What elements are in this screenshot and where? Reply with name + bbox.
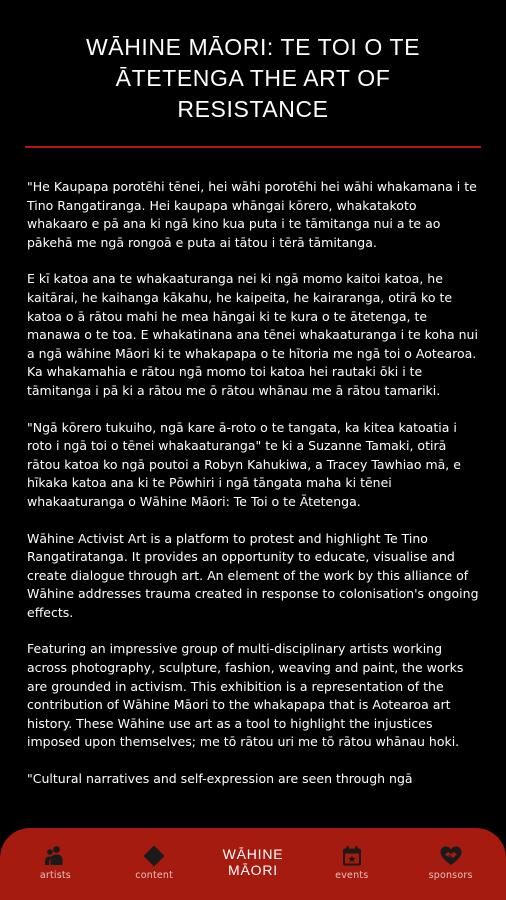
nav-wahine-maori-line1: WĀHINE <box>222 846 284 862</box>
nav-sponsors-label: sponsors <box>428 870 473 881</box>
calendar-icon <box>340 844 364 868</box>
paragraph-4: Wāhine Activist Art is a platform to protest and highlight Te Tino Rangatiratanga. It provides an opportunity to educate, visualise and create dialogue through art. An element of the work by this alliance of Wāhine addresses trauma created in response to colonisation's ongoing effects. <box>27 530 479 620</box>
paragraph-5: Featuring an impressive group of multi-disciplinary artists working across photography, sculpture, fashion, weaving and paint, the works are grounded in activism. This exhibition is a representation of the contribution of Wāhine Māori to the whakapapa that is Aotearoa art history. These Wāhine use art as a tool to highlight the injustices imposed upon themselves; me tō rātou uri me tō rātou whānau hoki. <box>27 641 464 750</box>
article-body[interactable] <box>27 178 479 807</box>
nav-content-label: content <box>135 870 174 881</box>
nav-events[interactable] <box>305 828 399 900</box>
paragraph-1: "He Kaupapa porotēhi tēnei, hei wāhi porotēhi hei wāhi whakamana i te Tino Rangatiranga. Hei kaupapa whāngai kōrero, whakatakoto whakaaro e pā ana ki ngā kino kua puta i te tāmitanga nui a te ao pākehā me ngā rongoā e puta ai tātou i tērā tāmitanga. <box>27 179 477 250</box>
nav-content[interactable] <box>107 828 201 900</box>
paragraph-2: E kī katoa ana te whakaaturanga nei ki ngā momo kaitoi katoa, he kaitārai, he kaihanga kākahu, he kaipeita, he kairaranga, otirā ko te katoa o ā rātou mahi he mea hāngai ki te kura o te ātetenga, te manawa o te toa. E whakatinana ana tēnei whakaaturanga i te koha nui a ngā wāhine Māori ki te whakapapa o te hītoria me ngā toi o Aotearoa. Ka whakamahia e rātou ngā momo toi katoa hei rautaki ōki i te tāmitanga i pā ki a rātou me ō rātou whānau me ā rātou tamariki. <box>27 271 478 398</box>
bottom-navigation <box>0 828 506 900</box>
paragraph-3: "Ngā kōrero tukuiho, ngā kare ā-roto o te tangata, ka kitea katoatia i roto i ngā toi o tēnei whakaaturanga" te ki a Suzanne Tamaki, otirā rātou katoa ko ngā poutoi a Robyn Kahukiwa, a Tracey Tawhiao mā, e hīkaka katoa ana ki te Pōwhiri i ngā tāngata maha ki tēnei whakaaturanga o Wāhine Māori: Te Toi o te Ātetenga. <box>27 419 461 509</box>
content-icon <box>142 844 166 868</box>
paragraph-6: "Cultural narratives and self-expression are seen through ngā <box>27 771 413 787</box>
title-divider <box>25 146 481 148</box>
page-title: WĀHINE MĀORI: TE TOI O TE ĀTETENGA THE ART OF RESISTANCE <box>85 34 421 122</box>
nav-artists[interactable] <box>8 828 102 900</box>
nav-events-label: events <box>335 870 369 881</box>
nav-sponsors[interactable] <box>404 828 498 900</box>
artists-icon <box>43 844 67 868</box>
nav-wahine-maori[interactable] <box>206 828 300 900</box>
nav-artists-label: artists <box>39 870 71 881</box>
nav-wahine-maori-line2: MĀORI <box>228 862 278 878</box>
handshake-heart-icon <box>439 844 463 868</box>
